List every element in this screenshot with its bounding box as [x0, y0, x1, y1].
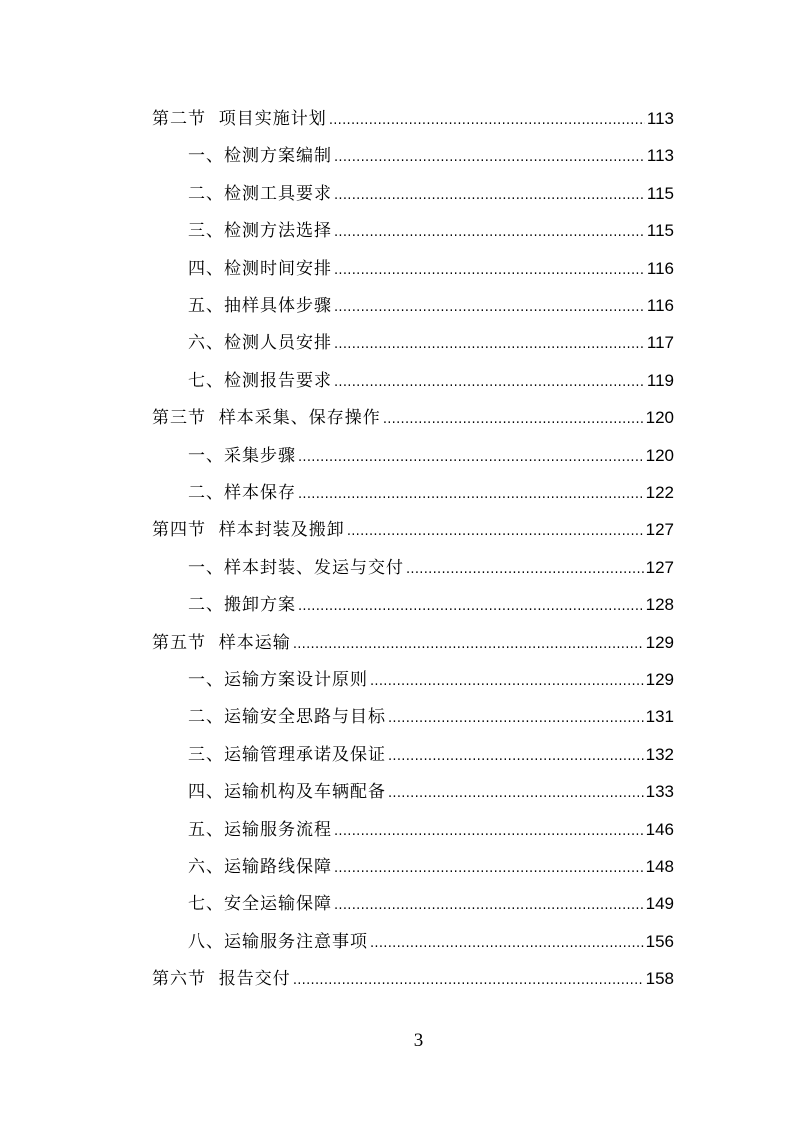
toc-entry-page: 148	[645, 857, 674, 876]
toc-entry-title: 六、检测人员安排	[188, 333, 332, 354]
dot-leader	[298, 483, 644, 507]
toc-subsection-entry[interactable]	[188, 593, 674, 617]
toc-entry-title: 第四节 样本封装及搬卸	[152, 520, 345, 541]
dot-leader	[406, 558, 644, 582]
dot-leader	[334, 820, 644, 844]
toc-entry-title: 四、运输机构及车辆配备	[188, 782, 386, 803]
toc-subsection-entry[interactable]	[188, 556, 674, 580]
toc-entry-title: 第三节 样本采集、保存操作	[152, 408, 381, 429]
dot-leader	[388, 745, 644, 769]
dot-leader	[334, 333, 645, 357]
toc-entry-page: 119	[646, 370, 674, 390]
dot-leader	[388, 707, 644, 731]
dot-leader	[370, 932, 644, 956]
dot-leader	[383, 408, 644, 432]
toc-entry-title: 二、样本保存	[188, 483, 296, 503]
toc-entry-page: 146	[645, 819, 674, 839]
toc-subsection-entry[interactable]	[188, 780, 674, 804]
toc-subsection-entry[interactable]	[188, 294, 674, 318]
toc-subsection-entry[interactable]	[188, 930, 674, 954]
toc-entry-page: 156	[645, 931, 674, 951]
toc-entry-title: 二、检测工具要求	[188, 183, 332, 204]
toc-entry-title: 三、检测方法选择	[188, 221, 332, 242]
toc-entry-page: 158	[645, 969, 674, 989]
dot-leader	[334, 146, 645, 170]
toc-entry-page: 113	[646, 146, 674, 166]
toc-entry-page: 127	[645, 557, 674, 577]
dot-leader	[298, 595, 644, 619]
toc-entry-title: 第六节 报告交付	[152, 969, 291, 990]
toc-entry-title: 七、安全运输保障	[188, 894, 332, 915]
toc-entry-page: 128	[645, 595, 674, 615]
toc-subsection-entry[interactable]	[188, 331, 674, 355]
toc-entry-title: 二、运输安全思路与目标	[188, 707, 386, 728]
toc-entry-title: 一、采集步骤	[188, 445, 296, 466]
toc-section-entry[interactable]	[152, 631, 674, 655]
dot-leader	[370, 670, 644, 694]
toc-entry-page: 129	[645, 670, 674, 689]
toc-entry-page: 129	[645, 632, 674, 652]
toc-entry-page: 120	[645, 408, 674, 428]
toc-subsection-entry[interactable]	[188, 743, 674, 767]
toc-subsection-entry[interactable]	[188, 481, 674, 505]
toc-entry-title: 一、检测方案编制	[188, 146, 332, 167]
toc-entry-title: 第五节 样本运输	[152, 632, 291, 653]
toc-entry-title: 二、搬卸方案	[188, 595, 296, 616]
toc-entry-page: 115	[646, 183, 674, 203]
toc-entry-title: 三、运输管理承诺及保证	[188, 744, 386, 765]
toc-entry-page: 116	[646, 296, 674, 315]
toc-subsection-entry[interactable]	[188, 892, 674, 916]
toc-entry-title: 八、运输服务注意事项	[188, 931, 368, 952]
toc-entry-title: 一、样本封装、发运与交付	[188, 557, 404, 578]
toc-entry-page: 127	[645, 520, 674, 540]
dot-leader	[334, 184, 645, 208]
toc-entry-page: 120	[645, 445, 674, 465]
toc-section-entry[interactable]	[152, 107, 674, 131]
toc-subsection-entry[interactable]	[188, 219, 674, 243]
toc-subsection-entry[interactable]	[188, 144, 674, 168]
toc-subsection-entry[interactable]	[188, 182, 674, 206]
toc-entry-page: 116	[646, 258, 674, 278]
toc-entry-title: 五、运输服务流程	[188, 819, 332, 840]
page-number: 3	[413, 1030, 424, 1051]
dot-leader	[334, 371, 645, 395]
toc-subsection-entry[interactable]	[188, 444, 674, 468]
dot-leader	[388, 782, 644, 806]
toc-entry-page: 113	[646, 109, 674, 128]
dot-leader	[334, 894, 644, 918]
dot-leader	[334, 857, 644, 881]
toc-entry-title: 六、运输路线保障	[188, 857, 332, 877]
toc-entry-page: 132	[645, 744, 674, 764]
toc-subsection-entry[interactable]	[188, 705, 674, 729]
toc-entry-title: 第二节 项目实施计划	[152, 109, 327, 129]
dot-leader	[293, 969, 644, 993]
toc-section-entry[interactable]	[152, 518, 674, 542]
toc-subsection-entry[interactable]	[188, 818, 674, 842]
dot-leader	[298, 446, 644, 470]
toc-entry-title: 四、检测时间安排	[188, 258, 332, 279]
dot-leader	[347, 520, 644, 544]
toc-entry-title: 一、运输方案设计原则	[188, 670, 368, 690]
dot-leader	[293, 633, 644, 657]
toc-section-entry[interactable]	[152, 967, 674, 991]
dot-leader	[334, 259, 645, 283]
dot-leader	[334, 221, 645, 245]
toc-entry-page: 131	[645, 707, 674, 727]
toc-entry-page: 122	[645, 483, 674, 502]
toc-entry-title: 七、检测报告要求	[188, 370, 332, 391]
dot-leader	[334, 296, 645, 320]
toc-subsection-entry[interactable]	[188, 257, 674, 281]
toc-entry-page: 117	[646, 333, 674, 353]
toc-subsection-entry[interactable]	[188, 855, 674, 879]
toc-entry-title: 五、抽样具体步骤	[188, 296, 332, 316]
toc-entry-page: 133	[645, 782, 674, 802]
toc-section-entry[interactable]	[152, 406, 674, 430]
toc-entry-page: 149	[645, 894, 674, 914]
toc-subsection-entry[interactable]	[188, 668, 674, 692]
toc-entry-page: 115	[646, 221, 674, 241]
toc-subsection-entry[interactable]	[188, 369, 674, 393]
dot-leader	[329, 109, 645, 133]
